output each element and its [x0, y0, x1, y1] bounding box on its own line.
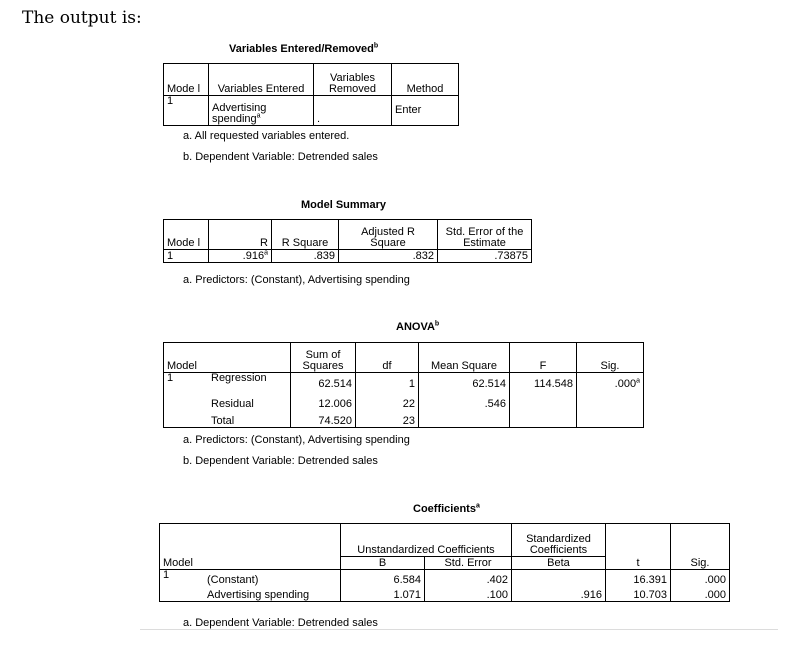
footnote: a. Predictors: (Constant), Advertising spending	[183, 434, 410, 446]
cell-ms: 62.514	[419, 373, 510, 390]
header-model: Model	[160, 524, 341, 570]
cell-ms: .546	[419, 390, 510, 410]
cell-model: 1	[164, 96, 209, 126]
cell-df: 23	[356, 410, 419, 428]
header-sig: Sig.	[671, 524, 730, 570]
footnote: b. Dependent Variable: Detrended sales	[183, 455, 378, 467]
footnote: b. Dependent Variable: Detrended sales	[183, 151, 378, 163]
cell-f: 114.548	[510, 373, 577, 390]
table-row	[164, 373, 644, 390]
footnote: a. All requested variables entered.	[183, 130, 350, 142]
cell-model: 1	[160, 570, 205, 586]
cell-label: Advertising spending	[204, 586, 341, 602]
cell-r: .916$^a$	[209, 250, 272, 263]
header-f: F	[510, 343, 577, 373]
header-r: R	[209, 220, 272, 250]
header-model: Mode l	[164, 64, 209, 96]
header-r-square: R Square	[272, 220, 339, 250]
cell-beta: .916	[512, 586, 606, 602]
model-summary-title: Model Summary	[301, 199, 386, 211]
cell-adjusted-r-square: .832	[339, 250, 438, 263]
cell-ss: 74.520	[291, 410, 356, 428]
cell-label: Residual	[208, 390, 291, 410]
cell-ss: 12.006	[291, 390, 356, 410]
header-method: Method	[392, 64, 459, 96]
cell-se: .100	[425, 586, 512, 602]
cell-model: 1	[164, 250, 209, 263]
header-variables-entered: Variables Entered	[209, 64, 314, 96]
cell-df: 22	[356, 390, 419, 410]
cell-std-error: .73875	[438, 250, 532, 263]
header-sig: Sig.	[577, 343, 644, 373]
cell-b: 6.584	[341, 570, 425, 586]
header-std-error: Std. Error	[425, 557, 512, 570]
variables-table-title: Variables Entered/Removed$^b$	[229, 42, 379, 55]
cell-sig: .000$^a$	[577, 373, 644, 390]
anova-title: ANOVA$^b$	[396, 320, 440, 333]
header-df: df	[356, 343, 419, 373]
cell-method: Enter	[392, 96, 459, 126]
cell-beta	[512, 570, 606, 586]
table-row	[160, 570, 730, 586]
cell-label: Regression	[208, 373, 291, 390]
divider	[140, 629, 778, 630]
coefficients-table	[159, 523, 730, 602]
header-b: B	[341, 557, 425, 570]
header-adjusted-r-square: Adjusted R Square	[339, 220, 438, 250]
cell-model: 1	[164, 373, 209, 390]
cell-se: .402	[425, 570, 512, 586]
header-unstandardized: Unstandardized Coefficients	[341, 524, 512, 557]
header-t: t	[606, 524, 671, 570]
cell-t: 10.703	[606, 586, 671, 602]
table-row	[164, 390, 644, 410]
header-standardized: Standardized Coefficients	[512, 524, 606, 557]
cell-removed: .	[314, 96, 392, 126]
header-mean-square: Mean Square	[419, 343, 510, 373]
variables-entered-table	[163, 63, 459, 126]
cell-df: 1	[356, 373, 419, 390]
header-variables-removed: Variables Removed	[314, 64, 392, 96]
header-std-error: Std. Error of the Estimate	[438, 220, 532, 250]
model-summary-table	[163, 219, 532, 263]
intro-text: The output is:	[22, 8, 142, 28]
table-row	[164, 410, 644, 428]
footnote: a. Predictors: (Constant), Advertising spending	[183, 274, 410, 286]
header-model: Model	[164, 343, 291, 373]
footnote: a. Dependent Variable: Detrended sales	[183, 617, 378, 629]
cell-r-square: .839	[272, 250, 339, 263]
table-row	[160, 586, 730, 602]
cell-label: Total	[208, 410, 291, 428]
cell-ss: 62.514	[291, 373, 356, 390]
cell-t: 16.391	[606, 570, 671, 586]
anova-table	[163, 342, 644, 428]
cell-label: (Constant)	[204, 570, 341, 586]
cell-entered: Advertising spending$^a$	[209, 96, 314, 126]
header-model: Mode l	[164, 220, 209, 250]
coefficients-title: Coefficients$^a$	[413, 502, 480, 515]
cell-sig: .000	[671, 570, 730, 586]
header-beta: Beta	[512, 557, 606, 570]
header-sum-of-squares: Sum of Squares	[291, 343, 356, 373]
cell-b: 1.071	[341, 586, 425, 602]
cell-sig: .000	[671, 586, 730, 602]
